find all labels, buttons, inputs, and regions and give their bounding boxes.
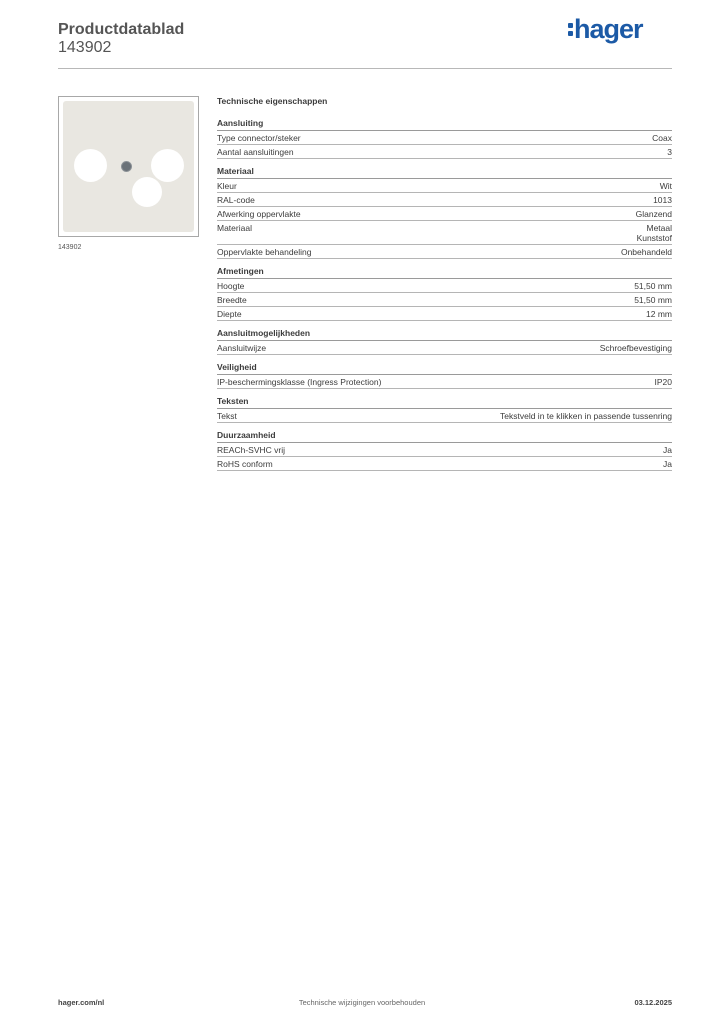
property-value-line: Kunststof: [636, 233, 672, 243]
coax-hole-left: [74, 149, 107, 182]
property-row: [217, 375, 672, 389]
property-value-line: Ja: [663, 459, 672, 469]
property-row: [217, 409, 672, 423]
property-label: Tekst: [217, 411, 237, 421]
property-value: [637, 223, 672, 243]
property-value: [652, 133, 672, 143]
logo-text: hager: [574, 14, 643, 44]
section-title: Duurzaamheid: [217, 429, 672, 443]
property-row: [217, 279, 672, 293]
property-value: [634, 295, 672, 305]
properties-title: Technische eigenschappen: [217, 96, 328, 106]
hager-logo: [568, 14, 643, 45]
property-label: Diepte: [217, 309, 242, 319]
property-value: [653, 195, 672, 205]
property-label: Hoogte: [217, 281, 245, 291]
property-value-line: Ja: [663, 445, 672, 455]
section-title: Materiaal: [217, 165, 672, 179]
property-value-line: Glanzend: [635, 209, 672, 219]
property-row: [217, 221, 672, 245]
property-row: [217, 245, 672, 259]
property-row: [217, 145, 672, 159]
property-value-line: Onbehandeld: [620, 247, 672, 257]
property-label: Aansluitwijze: [217, 343, 267, 353]
property-value-line: Wit: [659, 181, 672, 191]
property-value: [646, 309, 672, 319]
property-section: [217, 265, 672, 321]
section-title: Aansluiting: [217, 117, 672, 131]
property-row: [217, 179, 672, 193]
property-row: [217, 457, 672, 471]
property-label: Breedte: [217, 295, 247, 305]
property-value: [663, 445, 672, 455]
property-value: [621, 247, 672, 257]
property-row: [217, 207, 672, 221]
property-label: Materiaal: [217, 223, 252, 233]
logo-dots-icon: [568, 20, 573, 40]
property-value: [500, 411, 672, 421]
property-value-line: Schroefbevestiging: [599, 343, 672, 353]
property-section: [217, 395, 672, 423]
property-value: [636, 209, 672, 219]
property-value: [660, 181, 672, 191]
property-value-line: 3: [667, 147, 672, 157]
article-number: 143902: [58, 39, 112, 56]
property-section: [217, 327, 672, 355]
property-value-line: 51,50 mm: [634, 281, 672, 291]
property-label: Aantal aansluitingen: [217, 147, 294, 157]
property-label: RAL-code: [217, 195, 255, 205]
property-label: RoHS conform: [217, 459, 273, 469]
property-label: REACh-SVHC vrij: [217, 445, 286, 455]
property-label: Afwerking oppervlakte: [217, 209, 301, 219]
property-value-line: IP20: [654, 377, 672, 387]
product-image: [58, 96, 199, 237]
document-title: Productdatablad: [58, 21, 185, 38]
property-value: [655, 377, 673, 387]
property-label: Kleur: [217, 181, 237, 191]
footer-disclaimer: Technische wijzigingen voorbehouden: [298, 998, 426, 1007]
property-section: [217, 361, 672, 389]
property-value-line: 12 mm: [646, 309, 672, 319]
property-row: [217, 293, 672, 307]
property-value-line: Tekstveld in te klikken in passende tussenring: [500, 411, 672, 421]
property-section: [217, 117, 672, 159]
header-divider: [58, 68, 672, 69]
property-row: [217, 443, 672, 457]
properties-panel: [217, 96, 672, 471]
property-value: [634, 281, 672, 291]
property-row: [217, 193, 672, 207]
property-row: [217, 307, 672, 321]
property-label: Type connector/steker: [217, 133, 301, 143]
property-value-line: 1013: [653, 195, 672, 205]
footer-website[interactable]: hager.com/nl: [58, 998, 105, 1007]
property-section: [217, 165, 672, 259]
property-value: [663, 459, 672, 469]
section-title: Teksten: [217, 395, 672, 409]
section-title: Afmetingen: [217, 265, 672, 279]
property-label: IP-beschermingsklasse (Ingress Protection): [217, 377, 382, 387]
property-section: [217, 429, 672, 471]
property-value-line: Metaal: [646, 223, 672, 233]
coax-hole-bottom: [132, 177, 162, 207]
property-value-line: 51,50 mm: [634, 295, 672, 305]
property-value: [667, 147, 672, 157]
coax-hole-right: [151, 149, 184, 182]
property-value-line: Coax: [652, 133, 672, 143]
screw-icon: [121, 161, 132, 172]
cover-plate: [63, 101, 194, 232]
property-row: [217, 131, 672, 145]
property-row: [217, 341, 672, 355]
property-value: [600, 343, 672, 353]
property-label: Oppervlakte behandeling: [217, 247, 312, 257]
footer-date: 03.12.2025: [634, 998, 672, 1007]
product-caption: 143902: [58, 244, 82, 251]
section-title: Aansluitmogelijkheden: [217, 327, 672, 341]
section-title: Veiligheid: [217, 361, 672, 375]
